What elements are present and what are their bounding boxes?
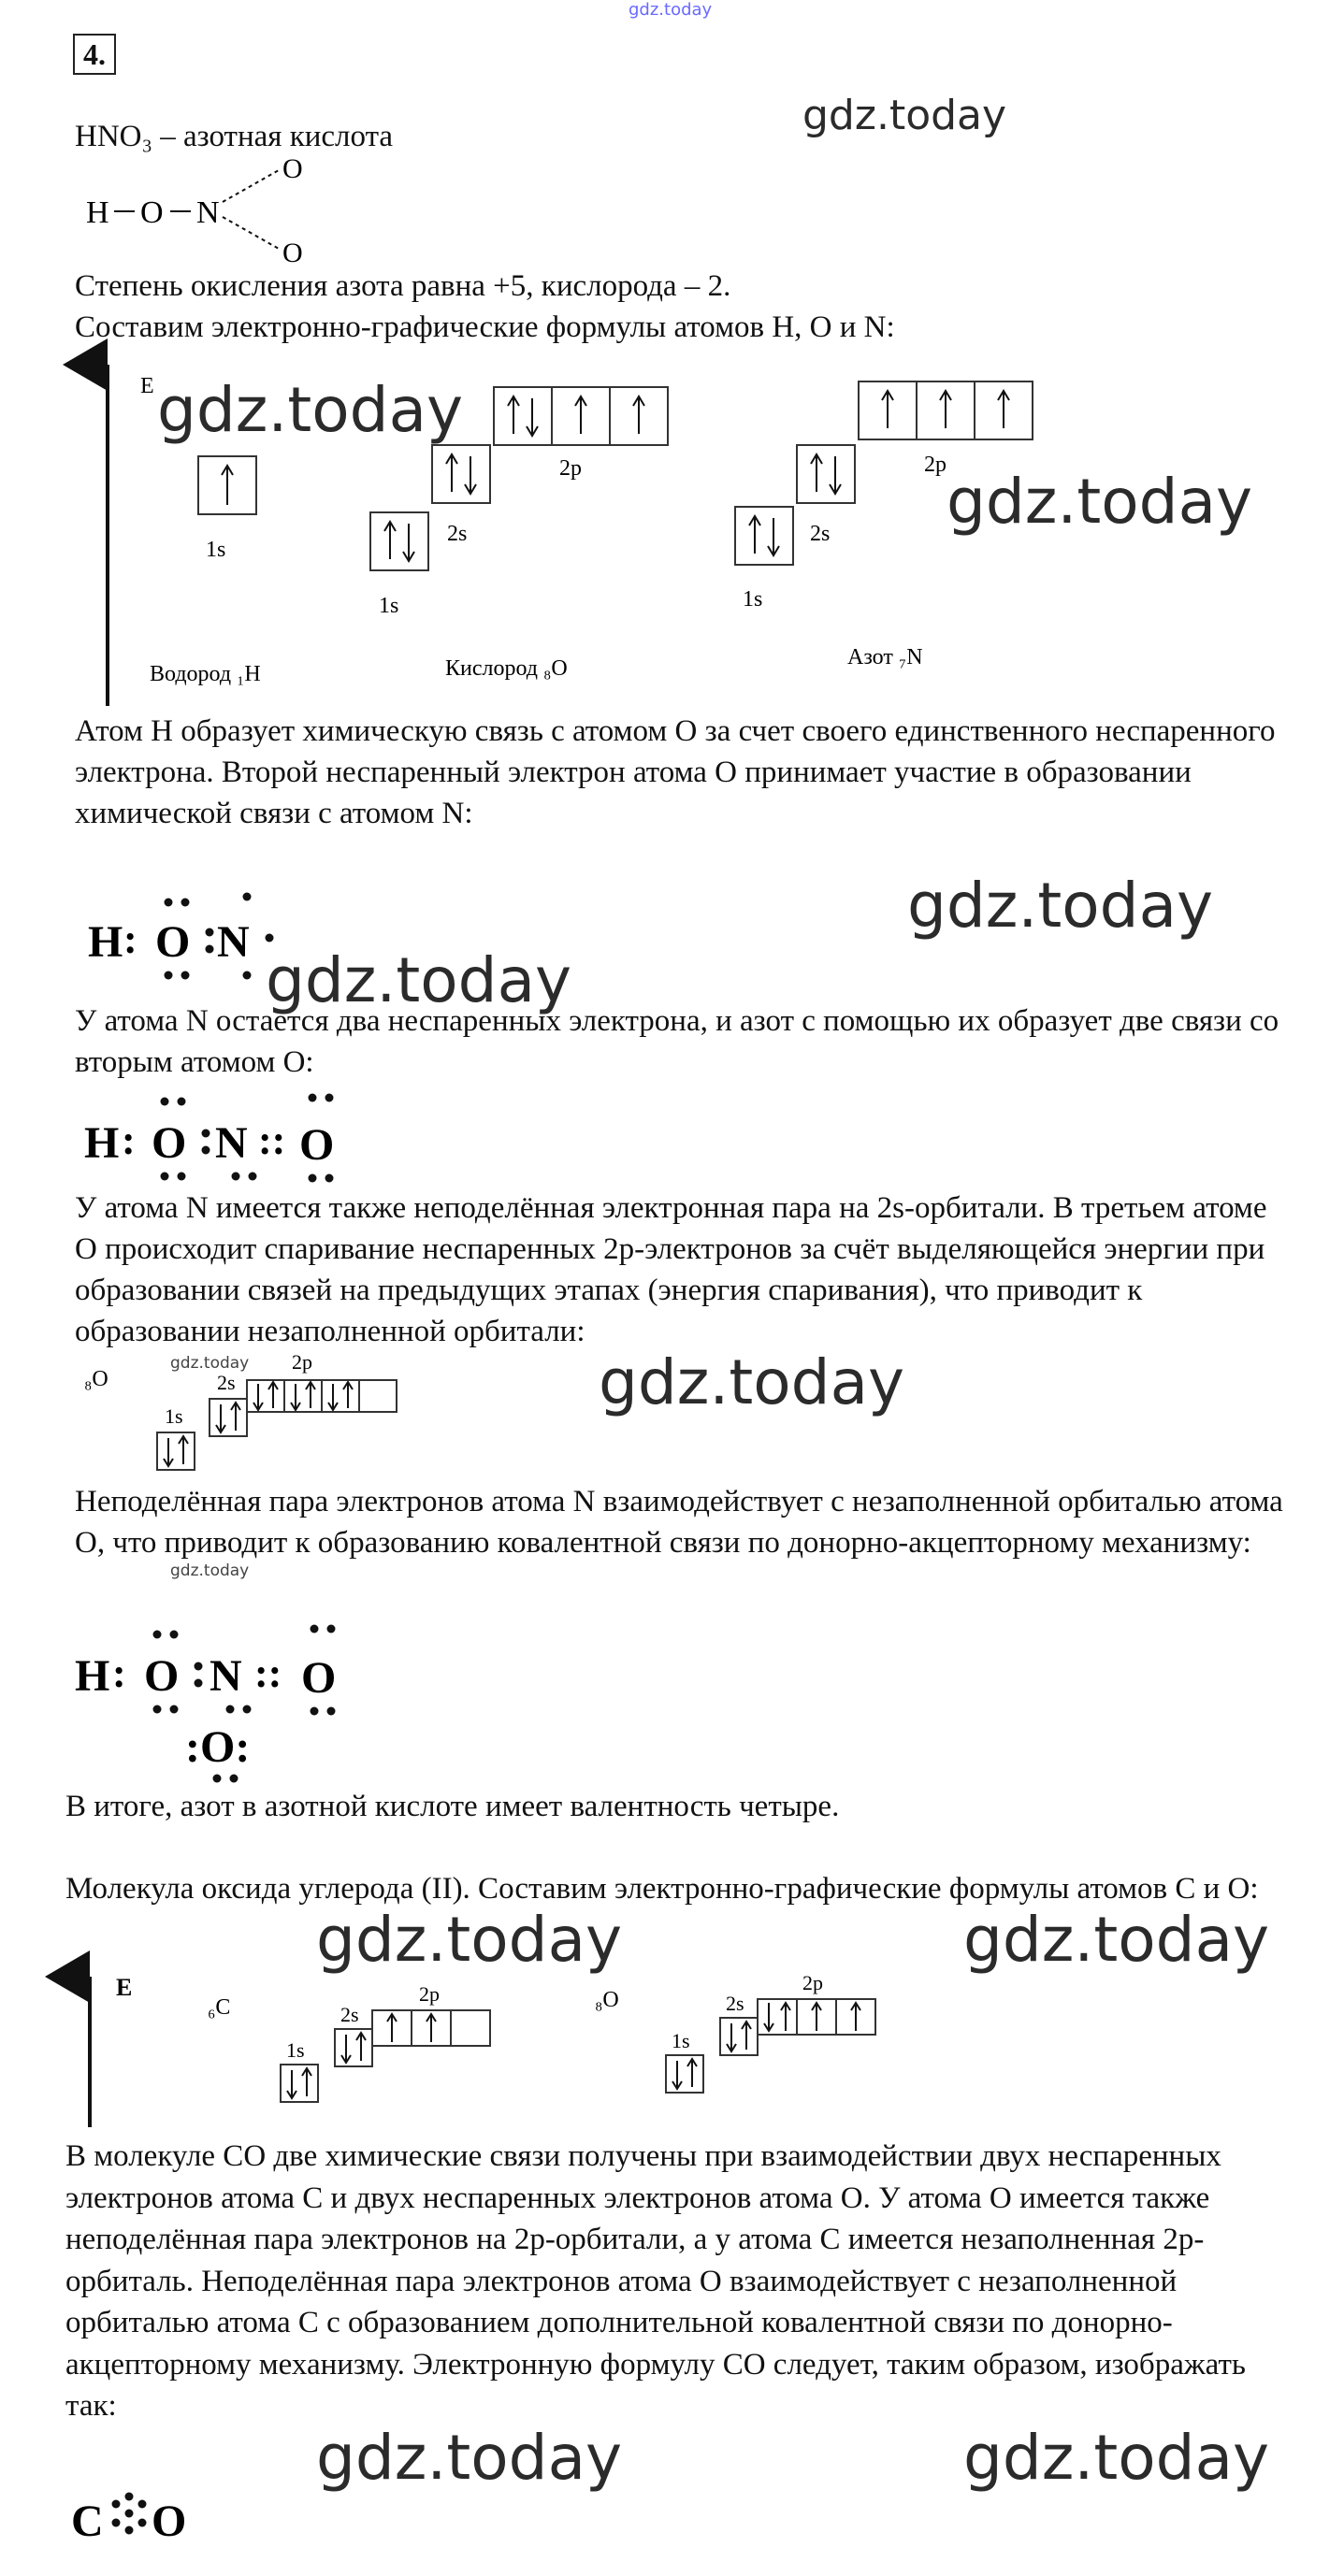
svg-text:1s: 1s: [743, 587, 763, 612]
orbital-diagram-o-excited: [75, 1346, 449, 1477]
lewis-structure-3: [75, 1616, 412, 1784]
svg-text:O: O: [144, 1651, 180, 1701]
watermark: gdz.today: [266, 944, 572, 1016]
svg-text:2p: 2p: [924, 453, 947, 477]
atom-o: O: [140, 195, 164, 230]
para-n-two: У атома N остается два неспаренных электрона, и азот с помощью их образует две связи со вторым атомом O:: [75, 1004, 1279, 1079]
svg-text:2s: 2s: [217, 1371, 236, 1394]
svg-text:::: ::: [254, 1650, 282, 1696]
svg-text:2p: 2p: [802, 1971, 823, 1994]
svg-text:₈O: ₈O: [595, 1988, 619, 2012]
svg-text:2s: 2s: [340, 2003, 359, 2026]
hydrogen-orbitals: [150, 456, 261, 686]
para-n-pair: У атома N имеется также неподелённая электронная пара на 2s-орбитали. В третьем атоме O происходит спаривание неспаренных 2p-электронов за счёт выделяющейся энергии при образовании связей на предыдущих этапах (энергия спаривания), что приводит к образовании незаполненной орбитали:: [75, 1191, 1267, 1348]
para-compose: Составим электронно-графические формулы атомов H, O и N:: [75, 310, 895, 344]
watermark-top: gdz.today: [629, 0, 713, 20]
svg-text::: :: [122, 1117, 136, 1163]
hydrogen-label: Водород ₁H: [150, 662, 261, 686]
svg-text::: :: [123, 916, 137, 962]
para-h-bond: Атом H образует химическую связь с атомом O за счет своего единственного неспаренного электрона. Второй неспаренный электрон атома O принимает участие в образовании химической связи с атомом N:: [75, 714, 1276, 830]
watermark: gdz.today: [170, 1561, 250, 1580]
para-oxidation: Степень окисления азота равна +5, кислорода – 2.: [75, 269, 731, 303]
svg-text:H: H: [84, 1118, 120, 1168]
svg-text:2s: 2s: [810, 522, 831, 546]
watermark: gdz.today: [907, 870, 1214, 942]
atom-n: N: [196, 195, 220, 230]
svg-text:N: N: [217, 917, 250, 967]
watermark: gdz.today: [802, 92, 1007, 139]
svg-text:O: O: [301, 1653, 337, 1703]
watermark: gdz.today: [599, 1346, 905, 1418]
svg-text:E: E: [116, 1974, 133, 2001]
svg-text:1s: 1s: [379, 594, 399, 618]
oxygen-orbitals-2: [595, 1971, 875, 2093]
watermark: gdz.today: [947, 466, 1253, 538]
atom-o-top: O: [282, 153, 303, 184]
para-valence: В итоге, азот в азотной кислоте имеет валентность четыре.: [65, 1790, 840, 1823]
svg-text:2s: 2s: [726, 1992, 744, 2015]
watermark: gdz.today: [316, 2422, 623, 2494]
atom-o-bottom: O: [282, 237, 303, 268]
watermark: gdz.today: [316, 1904, 623, 1976]
para-co: Молекула оксида углерода (II). Составим электронно-графические формулы атомов C и O:: [65, 1872, 1259, 1906]
svg-text:C: C: [71, 2497, 104, 2546]
svg-text::O:: :O:: [185, 1722, 251, 1772]
svg-text:N: N: [210, 1651, 242, 1701]
svg-text:2p: 2p: [419, 1982, 440, 2006]
watermark: gdz.today: [963, 1904, 1270, 1976]
svg-text:2s: 2s: [447, 522, 468, 546]
para-donor: Неподелённая пара электронов атома N взаимодействует с незаполненной орбиталью атома O, что приводит к образованию ковалентной связи по донорно-акцепторному механизму:: [75, 1485, 1283, 1560]
atom-h: H: [86, 195, 109, 230]
energy-label: E: [140, 374, 154, 398]
watermark: gdz.today: [963, 2422, 1270, 2494]
problem-number: 4.: [73, 34, 116, 75]
svg-text:O: O: [152, 2497, 187, 2546]
svg-text::: :: [112, 1650, 126, 1696]
svg-text:1s: 1s: [286, 2038, 305, 2062]
svg-text:O: O: [155, 917, 191, 967]
svg-text:H: H: [75, 1651, 110, 1701]
orbital-diagram-co: [0, 1964, 1344, 2132]
svg-text:H: H: [88, 917, 123, 967]
svg-text:O: O: [152, 1118, 187, 1168]
para-co-bonds: В молекуле CO две химические связи получены при взаимодействии двух неспаренных электронов атома C и двух неспаренных электронов атома O. У атома O имеется также неподелённая пара электронов на 2p-орбитали, а у атома C имеется незаполненная 2p-орбиталь. Неподелённая пара электронов атома O взаимодействует с незаполненной орбиталью атома C с образованием дополнительной ковалентной связи по донорно-акцепторному механизму. Электронную формулу CO следует, таким образом, изображать так:: [65, 2139, 1246, 2423]
svg-text:₆C: ₆C: [208, 1995, 231, 2020]
svg-text:₈O: ₈O: [84, 1367, 108, 1391]
svg-text:2p: 2p: [292, 1350, 312, 1374]
svg-text:1s: 1s: [206, 538, 226, 562]
carbon-orbitals: [208, 1982, 490, 2102]
svg-text:O: O: [299, 1120, 335, 1170]
lewis-structure-co: [65, 2480, 253, 2554]
title: HNO₃ – азотная кислота: [75, 120, 394, 153]
nitrogen-label: Азот ₇N: [847, 645, 923, 669]
svg-text:1s: 1s: [672, 2029, 690, 2052]
svg-text:::: ::: [258, 1117, 286, 1163]
lewis-structure-2: [75, 1085, 412, 1187]
oxygen-label: Кислород ₈O: [445, 656, 568, 681]
svg-text:2p: 2p: [559, 456, 582, 481]
svg-text:1s: 1s: [165, 1404, 183, 1428]
svg-text:N: N: [215, 1118, 248, 1168]
watermark: gdz.today: [170, 1354, 250, 1373]
hno3-structure: [75, 150, 337, 271]
watermark: gdz.today: [157, 374, 464, 446]
